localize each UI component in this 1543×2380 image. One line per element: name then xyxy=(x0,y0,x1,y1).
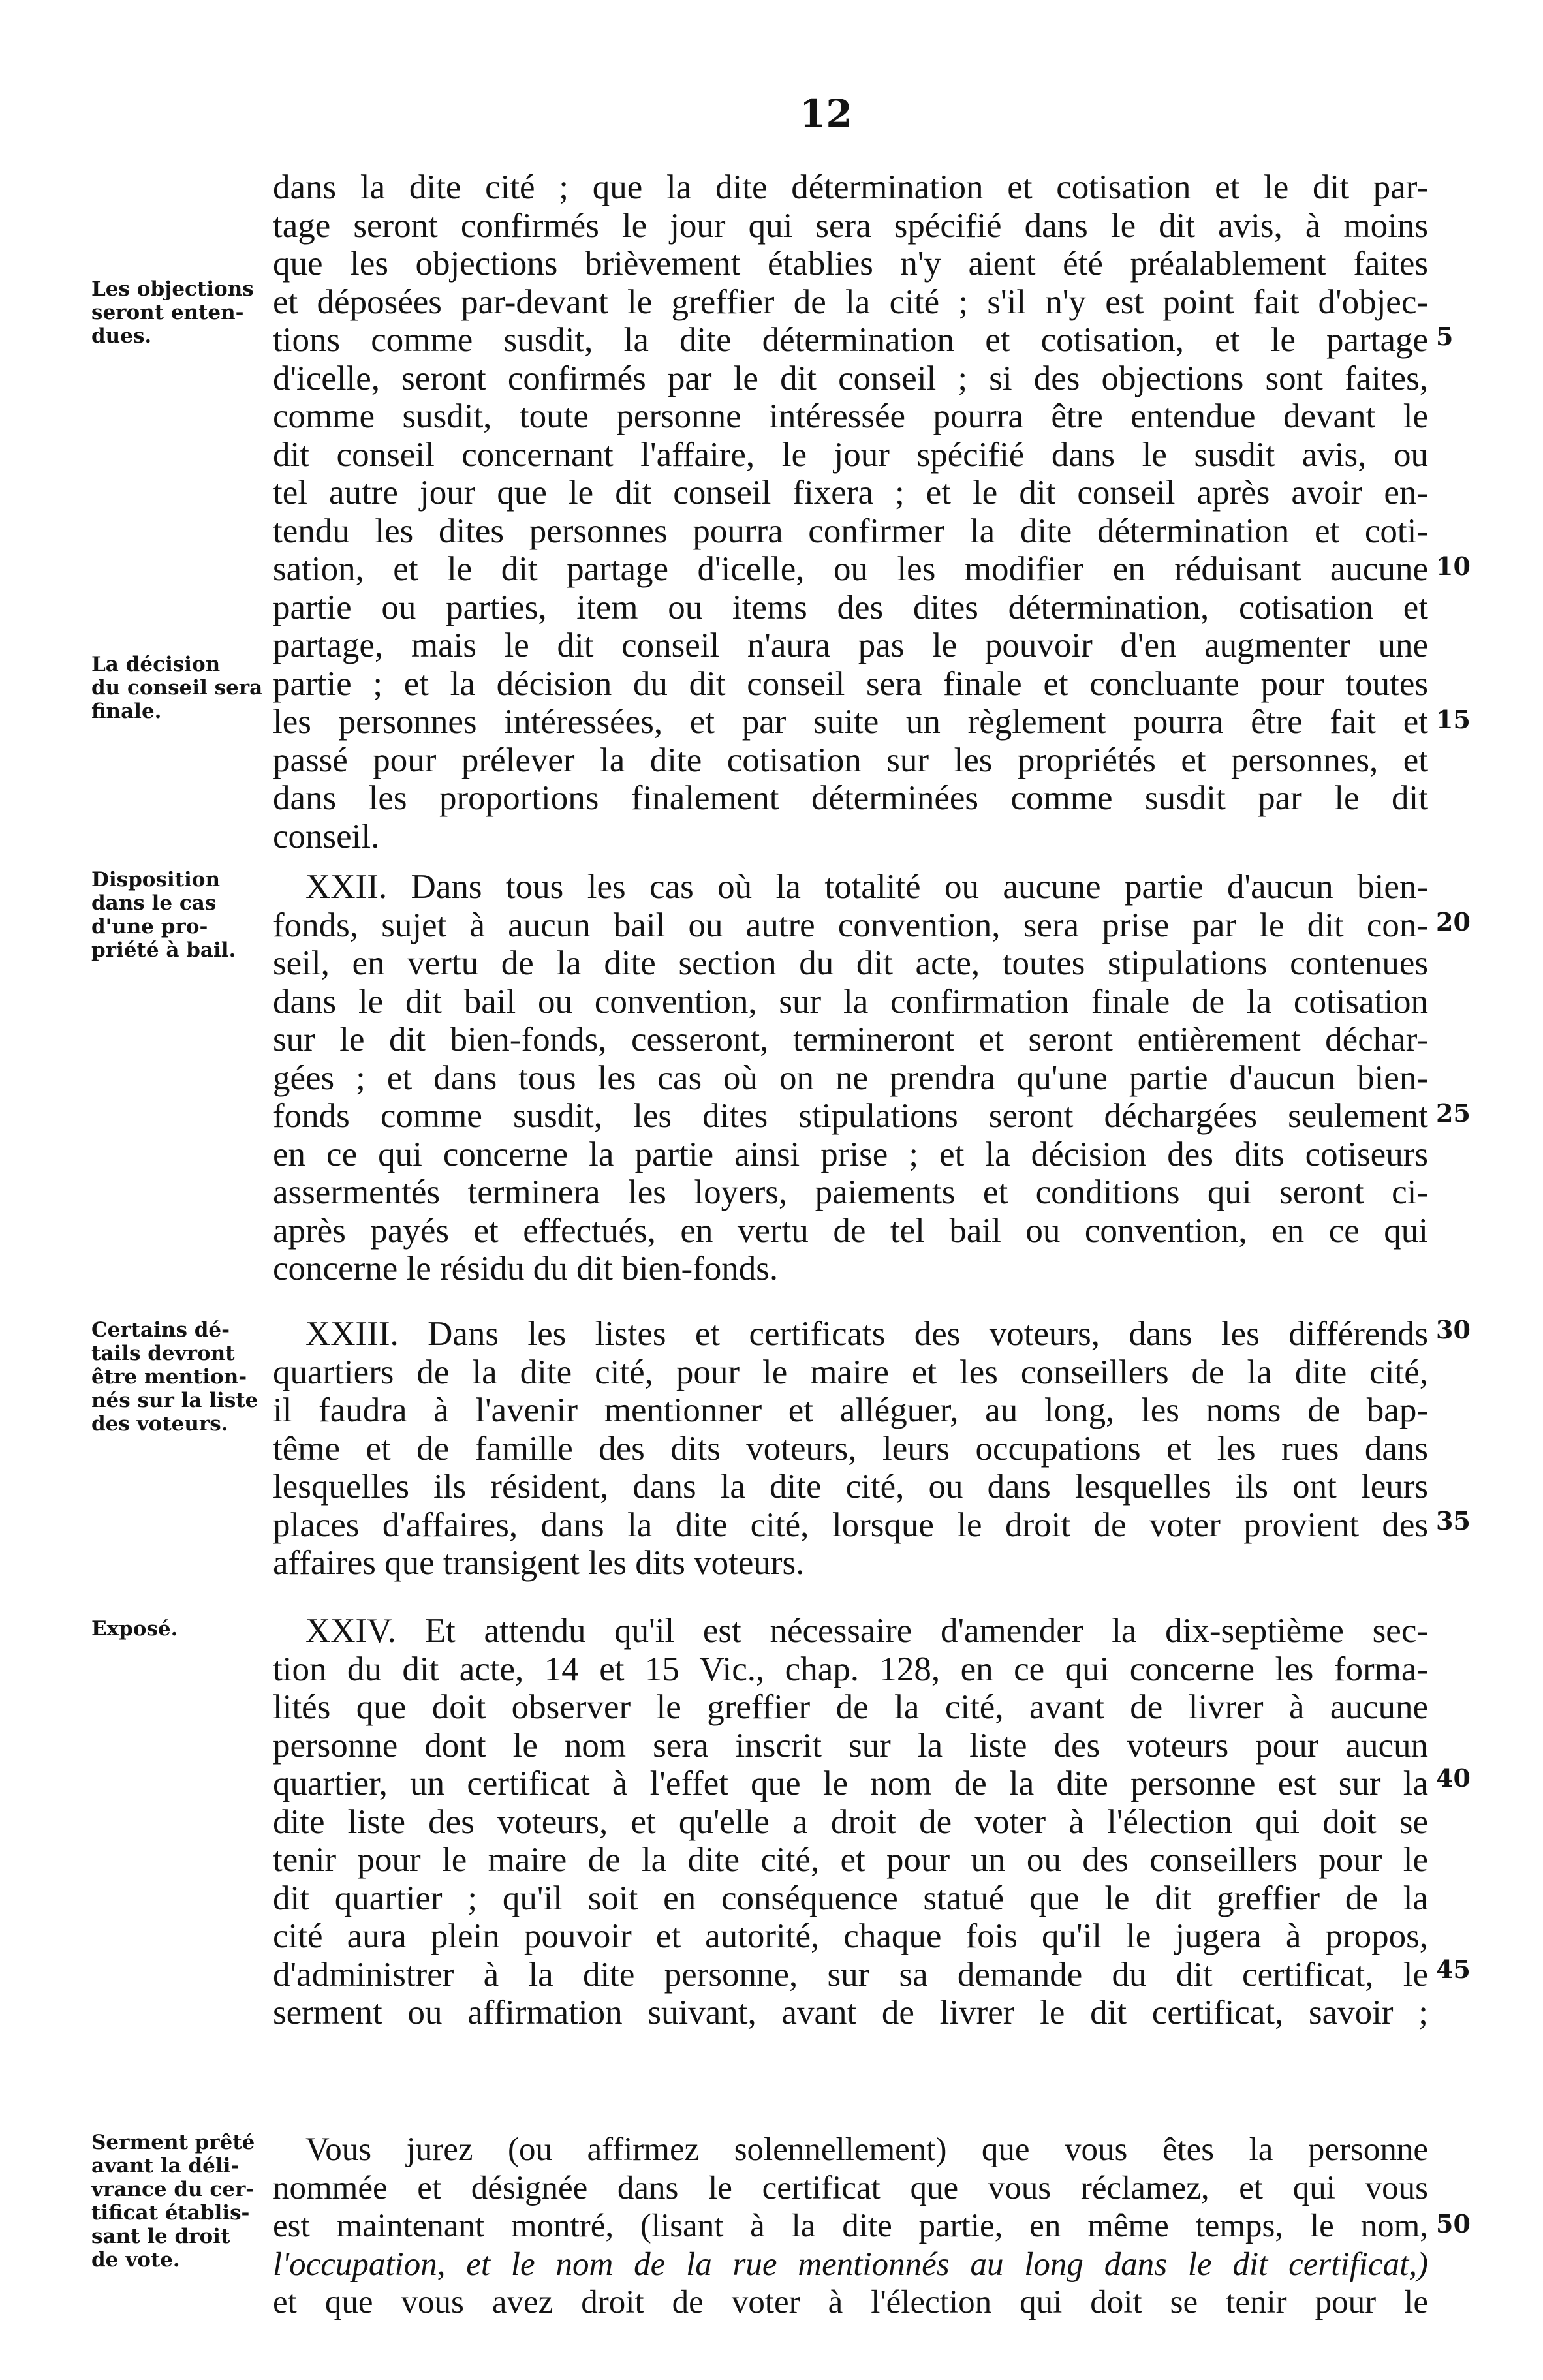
text-line: dans les proportions finalement déterminées comme susdit par le dit xyxy=(273,779,1428,817)
sidenote-voter-details: Certains dé- tails devront être mention- nés sur la liste des voteurs. xyxy=(91,1318,258,1436)
text-line: dit conseil concernant l'affaire, le jour spécifié dans le susdit avis, ou xyxy=(273,435,1428,474)
line-number-30: 30 xyxy=(1436,1315,1471,1344)
text-line: il faudra à l'avenir mentionner et alléguer, au long, les noms de bap- xyxy=(273,1391,1428,1429)
text-line: concerne le résidu du dit bien-fonds. xyxy=(273,1250,779,1288)
text-line: et que vous avez droit de voter à l'élection qui doit se tenir pour le xyxy=(273,2284,1428,2321)
text-line: sation, et le dit partage d'icelle, ou les modifier en réduisant aucune xyxy=(273,550,1428,588)
line-number-50: 50 xyxy=(1436,2209,1471,2238)
text-line: conseil. xyxy=(273,817,380,856)
line-number-20: 20 xyxy=(1436,907,1471,936)
section-xxiii xyxy=(273,1315,1428,1583)
line-number-5: 5 xyxy=(1436,322,1454,351)
text-line: tions comme susdit, la dite détermination et cotisation, et le partage xyxy=(273,321,1428,359)
text-line: dit quartier ; qu'il soit en conséquence statué que le dit greffier de la xyxy=(273,1879,1428,1917)
text-line: après payés et effectués, en vertu de tel bail ou convention, en ce qui xyxy=(273,1211,1428,1250)
text-line: que les objections brièvement établies n'y aient été préalablement faites xyxy=(273,245,1428,283)
text-line: dans le dit bail ou convention, sur la confirmation finale de la cotisation xyxy=(273,982,1428,1021)
text-line: sur le dit bien-fonds, cesseront, termineront et seront entièrement déchar- xyxy=(273,1021,1428,1059)
line-number-35: 35 xyxy=(1436,1506,1471,1536)
text-line: dans la dite cité ; que la dite détermination et cotisation et le dit par- xyxy=(273,168,1428,206)
text-line: seil, en vertu de la dite section du dit acte, toutes stipulations contenues xyxy=(273,944,1428,982)
text-line: dite liste des voteurs, et qu'elle a droit de voter à l'élection qui doit se xyxy=(273,1802,1428,1841)
line-number-10: 10 xyxy=(1436,551,1471,581)
text-line: en ce qui concerne la partie ainsi prise ; et la décision des dits cotiseurs xyxy=(273,1135,1428,1173)
text-line: partage, mais le dit conseil n'aura pas le pouvoir d'en augmenter une xyxy=(273,626,1428,664)
text-line: tage seront confirmés le jour qui sera spécifié dans le dit avis, à moins xyxy=(273,206,1428,245)
text-line xyxy=(273,868,1428,906)
text-line: d'icelle, seront confirmés par le dit conseil ; si des objections sont faites, xyxy=(273,359,1428,397)
paragraph-continuation xyxy=(273,168,1428,856)
text-line xyxy=(273,1612,1428,1650)
text-line xyxy=(273,1315,1428,1353)
text-line: tenir pour le maire de la dite cité, et pour un ou des conseillers pour le xyxy=(273,1841,1428,1879)
sidenote-decision: La décision du conseil sera finale. xyxy=(91,653,263,723)
text-line: tion du dit acte, 14 et 15 Vic., chap. 128, en ce qui concerne les forma- xyxy=(273,1650,1428,1688)
text-line: comme susdit, toute personne intéressée pourra être entendue devant le xyxy=(273,397,1428,435)
line-number-45: 45 xyxy=(1436,1955,1471,1984)
text-line: partie ; et la décision du dit conseil sera finale et concluante pour toutes xyxy=(273,664,1428,703)
text-line: tendu les dites personnes pourra confirmer la dite détermination et coti- xyxy=(273,512,1428,550)
text-line: est maintenant montré, (lisant à la dite partie, en même temps, le nom, xyxy=(273,2208,1428,2244)
text-line: tel autre jour que le dit conseil fixera ; et le dit conseil après avoir en- xyxy=(273,474,1428,512)
text-line: nommée et désignée dans le certificat que vous réclamez, et qui vous xyxy=(273,2169,1428,2206)
text-line: fonds comme susdit, les dites stipulations seront déchargées seulement xyxy=(273,1097,1428,1135)
oath-text xyxy=(273,2131,1428,2322)
line-number-25: 25 xyxy=(1436,1098,1471,1128)
sidenote-lease: Disposition dans le cas d'une pro- priété à bail. xyxy=(91,868,236,962)
text-line: d'administrer à la dite personne, sur sa demande du dit certificat, le xyxy=(273,1955,1428,1994)
text-line-content: XXIV. Et attendu qu'il est nécessaire d'amender la dix-septième sec- xyxy=(305,1612,1428,1650)
text-line-content: XXII. Dans tous les cas où la totalité ou aucune partie d'aucun bien- xyxy=(305,868,1428,906)
text-line: tême et de famille des dits voteurs, leurs occupations et les rues dans xyxy=(273,1429,1428,1468)
section-xxiv xyxy=(273,1612,1428,2032)
text-line: passé pour prélever la dite cotisation sur les propriétés et personnes, et xyxy=(273,741,1428,779)
text-line: lesquelles ils résident, dans la dite cité, ou dans lesquelles ils ont leurs xyxy=(273,1468,1428,1506)
text-line: gées ; et dans tous les cas où on ne prendra qu'une partie d'aucun bien- xyxy=(273,1059,1428,1097)
text-line: affaires que transigent les dits voteurs. xyxy=(273,1544,805,1582)
text-line: les personnes intéressées, et par suite un règlement pourra être fait et xyxy=(273,703,1428,741)
page-number: 12 xyxy=(800,91,852,136)
text-line: quartiers de la dite cité, pour le maire et les conseillers de la dite cité, xyxy=(273,1353,1428,1391)
sidenote-objections: Les objections seront enten- dues. xyxy=(91,277,254,348)
text-line-content: XXIII. Dans les listes et certificats des voteurs, dans les différends xyxy=(305,1315,1428,1353)
text-line: et déposées par-devant le greffier de la cité ; s'il n'y est point fait d'objec- xyxy=(273,283,1428,321)
text-line: lités que doit observer le greffier de la cité, avant de livrer à aucune xyxy=(273,1688,1428,1726)
sidenote-preamble: Exposé. xyxy=(91,1617,178,1641)
sidenote-oath: Serment prêté avant la déli- vrance du cer- tificat établis- sant le droit de vote. xyxy=(91,2131,255,2272)
text-line: partie ou parties, item ou items des dites détermination, cotisation et xyxy=(273,588,1428,626)
text-line: l'occupation, et le nom de la rue mentionnés au long dans le dit certificat,) xyxy=(273,2246,1428,2283)
text-line: quartier, un certificat à l'effet que le nom de la dite personne est sur la xyxy=(273,1765,1428,1802)
text-line: assermentés terminera les loyers, paiements et conditions qui seront ci- xyxy=(273,1173,1428,1211)
line-number-40: 40 xyxy=(1436,1763,1471,1793)
text-line: cité aura plein pouvoir et autorité, chaque fois qu'il le jugera à propos, xyxy=(273,1917,1428,1955)
section-xxii xyxy=(273,868,1428,1288)
text-line xyxy=(273,2131,1428,2169)
text-line: fonds, sujet à aucun bail ou autre convention, sera prise par le dit con- xyxy=(273,906,1428,944)
line-number-15: 15 xyxy=(1436,705,1471,734)
text-line: serment ou affirmation suivant, avant de livrer le dit certificat, savoir ; xyxy=(273,1994,1428,2032)
text-line: personne dont le nom sera inscrit sur la liste des voteurs pour aucun xyxy=(273,1726,1428,1765)
text-line-content: Vous jurez (ou affirmez solennellement) que vous êtes la personne xyxy=(305,2131,1428,2168)
text-line: places d'affaires, dans la dite cité, lorsque le droit de voter provient des xyxy=(273,1506,1428,1544)
